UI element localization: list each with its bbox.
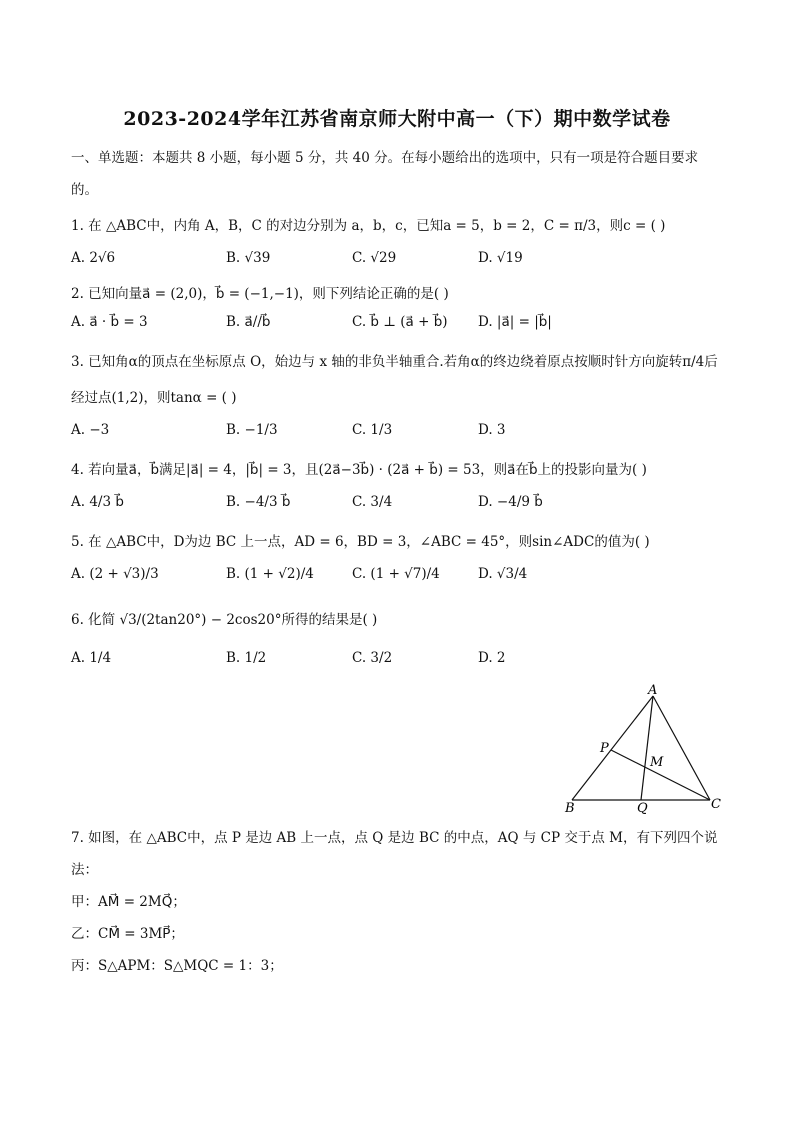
question-5-option-b: B. (1 + √2)/4 xyxy=(226,566,314,582)
question-1-option-c: C. √29 xyxy=(352,250,397,266)
triangle-diagram xyxy=(560,680,730,820)
question-4-option-d: D. −4/9 b⃗ xyxy=(478,494,543,510)
question-2-option-a: A. a⃗ · b⃗ = 3 xyxy=(71,314,148,330)
question-7-statement-3: 丙：S△APM：S△MQC = 1：3； xyxy=(71,958,283,974)
question-2-option-b: B. a⃗//b⃗ xyxy=(226,314,271,330)
question-3-option-b: B. −1/3 xyxy=(226,422,278,438)
section-header-cont: 的。 xyxy=(71,182,98,198)
question-1-option-b: B. √39 xyxy=(226,250,271,266)
question-7-stem: 7. 如图，在 △ABC中，点 P 是边 AB 上一点，点 Q 是边 BC 的中点，AQ 与 CP 交于点 M，有下列四个说 xyxy=(71,830,718,846)
question-7-stem-cont: 法： xyxy=(71,862,98,878)
question-7-statement-1: 甲：AM⃗ = 2MQ⃗； xyxy=(71,894,186,910)
question-3-option-a: A. −3 xyxy=(71,422,110,438)
question-5-option-a: A. (2 + √3)/3 xyxy=(71,566,159,582)
side-ac xyxy=(653,696,710,800)
question-4-option-b: B. −4/3 b⃗ xyxy=(226,494,291,510)
question-3-option-c: C. 1/3 xyxy=(352,422,393,438)
triangle-figure xyxy=(560,680,730,820)
question-5-option-c: C. (1 + √7)/4 xyxy=(352,566,440,582)
page-title: 2023-2024学年江苏省南京师大附中高一（下）期中数学试卷 xyxy=(123,108,671,130)
question-4-option-a: A. 4/3 b⃗ xyxy=(71,494,124,510)
question-5-option-d: D. √3/4 xyxy=(478,566,528,582)
question-3-stem: 3. 已知角α的顶点在坐标原点 O，始边与 x 轴的非负半轴重合.若角α的终边绕着原点按顺时针方向旋转π/4后 xyxy=(71,354,718,370)
label-c: C xyxy=(711,797,721,812)
label-b: B xyxy=(565,801,575,816)
question-3-stem-cont: 经过点(1,2)，则tanα = ( ) xyxy=(71,390,237,406)
question-2-option-c: C. b⃗ ⊥ (a⃗ + b⃗) xyxy=(352,314,448,330)
segment-aq xyxy=(641,696,653,800)
question-5-stem: 5. 在 △ABC中，D为边 BC 上一点，AD = 6，BD = 3，∠ABC = 45°，则sin∠ADC的值为( ) xyxy=(71,534,650,550)
side-ab xyxy=(572,696,653,800)
question-4-stem: 4. 若向量a⃗，b⃗满足|a⃗| = 4，|b⃗| = 3，且(2a⃗−3b⃗) · (2a⃗ + b⃗) = 53，则a⃗在b⃗上的投影向量为( ) xyxy=(71,462,647,478)
label-q: Q xyxy=(637,801,648,816)
label-p: P xyxy=(600,741,609,756)
question-6-option-a: A. 1/4 xyxy=(71,650,112,666)
section-header: 一、单选题：本题共 8 小题，每小题 5 分，共 40 分。在每小题给出的选项中，只有一项是符合题目要求 xyxy=(71,150,699,166)
question-6-stem: 6. 化简 √3/(2tan20°) − 2cos20°所得的结果是( ) xyxy=(71,612,378,628)
question-1-stem: 1. 在 △ABC中，内角 A，B，C 的对边分别为 a，b，c，已知a = 5，b = 2，C = π/3，则c = ( ) xyxy=(71,218,666,234)
question-4-option-c: C. 3/4 xyxy=(352,494,393,510)
label-m: M xyxy=(650,755,664,770)
question-2-stem: 2. 已知向量a⃗ = (2,0)，b⃗ = (−1,−1)，则下列结论正确的是( ) xyxy=(71,286,449,302)
question-2-option-d: D. |a⃗| = |b⃗| xyxy=(478,314,552,330)
question-3-option-d: D. 3 xyxy=(478,422,506,438)
question-6-option-d: D. 2 xyxy=(478,650,506,666)
question-6-option-b: B. 1/2 xyxy=(226,650,267,666)
question-6-option-c: C. 3/2 xyxy=(352,650,393,666)
question-1-option-a: A. 2√6 xyxy=(71,250,116,266)
question-1-option-d: D. √19 xyxy=(478,250,523,266)
label-a: A xyxy=(648,683,658,698)
question-7-statement-2: 乙：CM⃗ = 3MP⃗； xyxy=(71,926,184,942)
